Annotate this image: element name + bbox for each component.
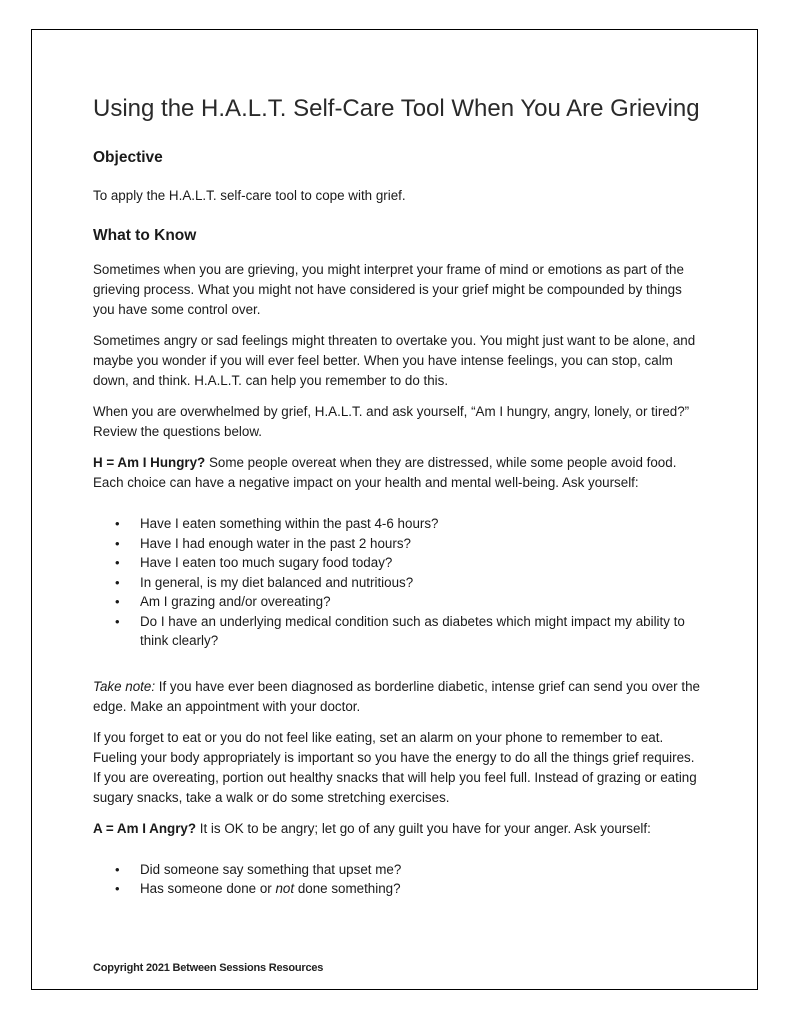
list-item: • Have I eaten something within the past 4-6 hours? (93, 514, 703, 534)
list-item: • Have I had enough water in the past 2 hours? (93, 534, 703, 554)
take-note-label: Take note: (93, 678, 156, 694)
emphasis-text: not (275, 881, 295, 896)
take-note-text: If you have ever been diagnosed as borderline diabetic, intense grief can send you over the edge. Make an appointment with your doctor. (93, 678, 700, 714)
list-item-text: done something? (294, 881, 401, 896)
objective-heading: Objective (93, 149, 163, 166)
objective-text: To apply the H.A.L.T. self-care tool to cope with grief. (93, 188, 406, 203)
angry-text: It is OK to be angry; let go of any guilt you have for your anger. Ask yourself: (196, 820, 651, 836)
list-item: • Have I eaten too much sugary food today? (93, 553, 703, 573)
angry-label: A = Am I Angry? (93, 820, 197, 836)
document-body (93, 94, 703, 925)
list-item: • Do I have an underlying medical condition such as diabetes which might impact my ability to think clearly? (93, 612, 703, 651)
paragraph-1: Sometimes when you are grieving, you might interpret your frame of mind or emotions as part of the grieving process. What you might not have considered is your grief might be compounded by things you have some control over. (93, 262, 684, 317)
list-item: • Did someone say something that upset me? (93, 860, 703, 880)
angry-question-list (93, 860, 703, 899)
angry-paragraph (93, 819, 703, 839)
hungry-question-list (93, 514, 703, 651)
hungry-text: Some people overeat when they are distressed, while some people avoid food. Each choice can have a negative impact on your health and mental well-being. Ask yourself: (93, 455, 677, 490)
list-item: • Am I grazing and/or overeating? (93, 592, 703, 612)
what-to-know-heading: What to Know (93, 227, 197, 244)
list-item (93, 879, 703, 899)
paragraph-2: Sometimes angry or sad feelings might threaten to overtake you. You might just want to be alone, and maybe you wonder if you will ever feel better. When you have intense feelings, you can stop, calm down, and think. H.A.L.T. can help you remember to do this. (93, 333, 696, 388)
list-item: • In general, is my diet balanced and nutritious? (93, 573, 703, 593)
list-item-text: Has someone done or (140, 881, 276, 896)
document-title: Using the H.A.L.T. Self-Care Tool When You Are Grieving (93, 95, 700, 122)
take-note-paragraph (93, 677, 703, 717)
hungry-paragraph (93, 453, 703, 493)
copyright-footer: Copyright 2021 Between Sessions Resources (93, 962, 324, 974)
hungry-advice: If you forget to eat or you do not feel like eating, set an alarm on your phone to remember to eat. Fueling your body appropriately is important so you have the energy to do all the things grief requires. If you are overeating, portion out healthy snacks that will help you feel full. Instead of grazing or eating sugary snacks, take a walk or do some stretching exercises. (93, 729, 697, 805)
paragraph-3: When you are overwhelmed by grief, H.A.L.T. and ask yourself, “Am I hungry, angry, lonely, or tired?” Review the questions below. (93, 404, 690, 439)
hungry-label: H = Am I Hungry? (93, 455, 206, 470)
